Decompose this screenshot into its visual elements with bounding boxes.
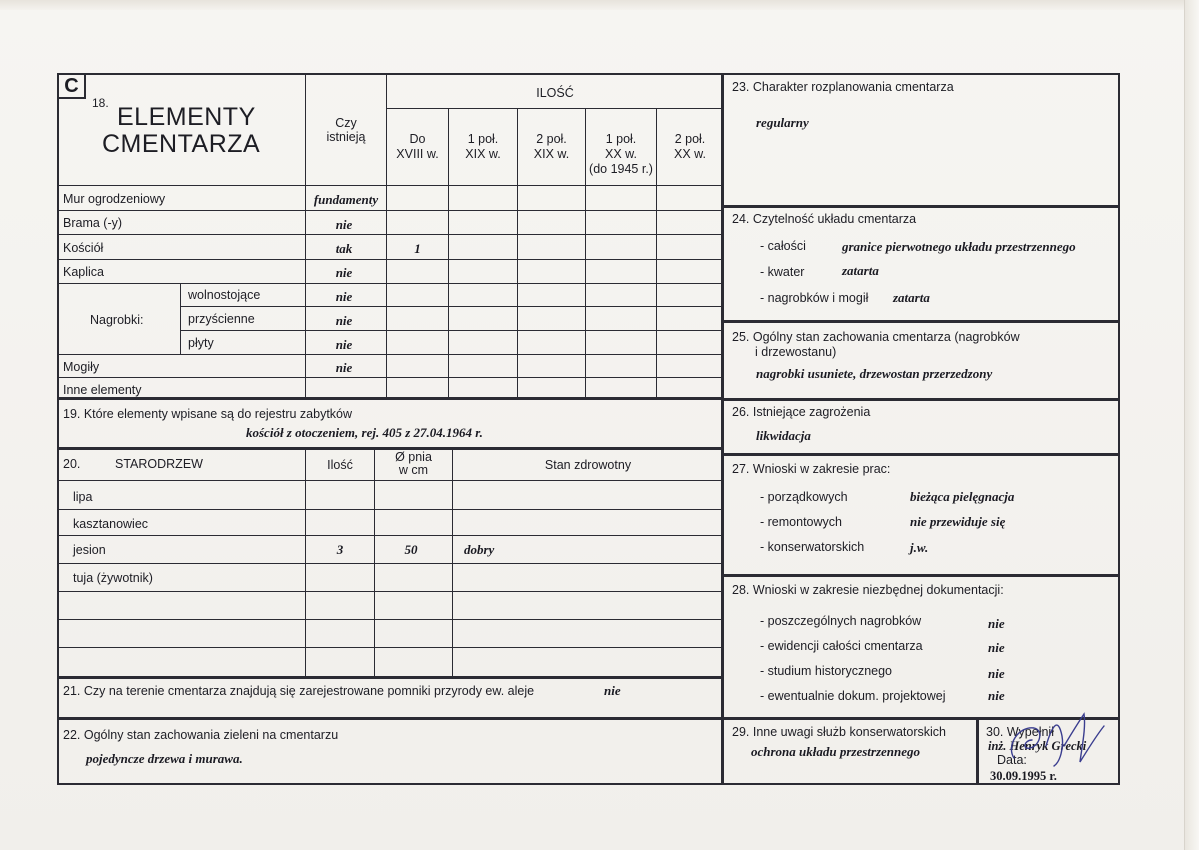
work-item-value: nie przewiduje się	[910, 514, 1006, 529]
period-header: XIX w.	[533, 147, 570, 161]
period-header: (do 1945 r.)	[589, 162, 653, 176]
legibility-item-label: - całości	[760, 239, 806, 253]
section-18-title-line1: ELEMENTY	[117, 103, 256, 131]
period-header: 2 poł.	[674, 132, 706, 146]
section-19-label: 19. Które elementy wpisane są do rejestru zabytków	[63, 407, 353, 421]
section-19-value: kościół z otoczeniem, rej. 405 z 27.04.1964 r.	[246, 425, 483, 440]
documentation-item-value: nie	[988, 616, 1005, 631]
element-row-label: przyścienne	[188, 312, 255, 326]
work-item-value: bieżąca pielęgnacja	[910, 489, 1015, 504]
element-row-label: Inne elementy	[63, 383, 142, 397]
section-21-value: nie	[604, 683, 621, 698]
section-22-label: 22. Ogólny stan zachowania zieleni na cmentarzu	[63, 728, 339, 742]
period-header: 2 poł.	[536, 132, 567, 146]
exists-value: nie	[335, 360, 353, 375]
legibility-item-value: zatarta	[842, 263, 879, 278]
exists-header-line2: istnieją	[326, 130, 366, 144]
section-26-label: 26. Istniejące zagrożenia	[732, 405, 871, 419]
section-18-number: 18.	[92, 96, 109, 110]
work-item-label: - porządkowych	[760, 490, 848, 504]
col-qty-header: Ilość	[327, 458, 353, 472]
tree-species: jesion	[73, 543, 106, 557]
legibility-item-label: - nagrobków i mogił	[760, 291, 869, 305]
exists-value: nie	[335, 265, 353, 280]
exists-value: nie	[335, 289, 353, 304]
element-row-label: Mogiły	[63, 360, 100, 374]
col-diam-header-line1: Ø pnia	[395, 450, 432, 464]
element-row-label: Brama (-y)	[63, 216, 123, 230]
grid-line	[57, 259, 723, 260]
period-header: XX w.	[605, 147, 637, 161]
documentation-item-value: nie	[988, 640, 1005, 655]
section-21-label: 21. Czy na terenie cmentarza znajdują się zarejestrowane pomniki przyrody ew. aleje	[63, 684, 535, 698]
grid-line	[57, 377, 723, 378]
section-25-label-line2: i drzewostanu)	[755, 345, 837, 359]
sheet-top-edge	[0, 0, 1199, 10]
section-30-label: 30. Wypełnił	[986, 725, 1054, 739]
grid-line	[386, 108, 723, 109]
element-row-label: Kościół	[63, 241, 104, 255]
section-24-label: 24. Czytelność układu cmentarza	[732, 212, 917, 226]
grid-line	[57, 185, 723, 186]
quantity-value: 1	[414, 241, 421, 256]
grid-line	[57, 619, 723, 620]
exists-value: fundamenty	[313, 192, 379, 207]
exists-value: nie	[335, 217, 353, 232]
filled-date: 30.09.1995 r.	[990, 769, 1057, 783]
element-row-label: płyty	[188, 336, 214, 350]
grid-line	[386, 73, 387, 400]
grid-line	[57, 591, 723, 592]
grid-line	[57, 535, 723, 536]
exists-value: nie	[335, 313, 353, 328]
element-row-label: wolnostojące	[188, 288, 261, 302]
section-18-title-line2: CMENTARZA	[102, 130, 261, 158]
nagrobki-label: Nagrobki:	[90, 313, 144, 327]
grid-line	[180, 306, 723, 307]
work-item-label: - konserwatorskich	[760, 540, 865, 554]
sheet-right-edge	[1184, 0, 1199, 850]
section-20-title: STARODRZEW	[115, 457, 203, 471]
documentation-item-label: - ewentualnie dokum. projektowej	[760, 689, 946, 703]
grid-line	[57, 210, 723, 211]
grid-line	[57, 480, 723, 481]
element-row-label: Kaplica	[63, 265, 104, 279]
grid-line	[180, 283, 181, 354]
work-item-value: j.w.	[910, 540, 929, 555]
grid-line	[57, 647, 723, 648]
exists-value: tak	[335, 241, 353, 256]
grid-line	[57, 234, 723, 235]
documentation-item-value: nie	[988, 666, 1005, 681]
col-health-header: Stan zdrowotny	[544, 458, 632, 472]
documentation-item-label: - poszczególnych nagrobków	[760, 614, 922, 628]
exists-header-line1: Czy	[335, 116, 357, 130]
grid-line	[57, 563, 723, 564]
period-header: XVIII w.	[396, 147, 439, 161]
col-diam-header-line2: w cm	[398, 463, 429, 477]
date-label: Data:	[997, 753, 1027, 767]
period-header: Do	[409, 132, 426, 146]
legibility-item-value: zatarta	[893, 290, 930, 305]
tree-species: tuja (żywotnik)	[73, 571, 153, 585]
tree-species: lipa	[73, 490, 93, 504]
tree-qty: 3	[336, 542, 344, 557]
tree-health: dobry	[464, 542, 495, 557]
documentation-item-value: nie	[988, 688, 1005, 703]
work-item-label: - remontowych	[760, 515, 842, 529]
section-23-label: 23. Charakter rozplanowania cmentarza	[732, 80, 954, 94]
section-19-frame	[57, 398, 723, 449]
signature-scribble	[1000, 706, 1110, 786]
period-header: 1 poł.	[605, 132, 637, 146]
filled-by-name: inż. Henryk Grecki	[988, 739, 1087, 753]
grid-line	[57, 354, 723, 355]
period-header: XX w.	[674, 147, 706, 161]
element-row-label: Mur ogrodzeniowy	[63, 192, 166, 206]
section-25-label-line1: 25. Ogólny stan zachowania cmentarza (nagrobków	[732, 330, 1020, 344]
tree-species: kasztanowiec	[73, 517, 149, 531]
section-26-value: likwidacja	[756, 428, 811, 443]
section-28-label: 28. Wnioski w zakresie niezbędnej dokumentacji:	[732, 583, 1004, 597]
section-20-number: 20.	[63, 457, 81, 471]
section-27-label: 27. Wnioski w zakresie prac:	[732, 462, 891, 476]
section-22-value: pojedyncze drzewa i murawa.	[86, 751, 243, 766]
documentation-item-label: - studium historycznego	[760, 664, 893, 678]
exists-value: nie	[335, 337, 353, 352]
period-header: 1 poł.	[467, 132, 499, 146]
section-letter: C	[64, 75, 79, 97]
quantity-header: ILOŚĆ	[536, 86, 574, 100]
tree-diameter: 50	[404, 542, 418, 557]
section-23-value: regularny	[756, 115, 809, 130]
section-29-value: ochrona układu przestrzennego	[751, 744, 921, 759]
grid-line	[57, 283, 723, 284]
grid-line	[57, 509, 723, 510]
grid-line	[180, 330, 723, 331]
legibility-item-value: granice pierwotnego układu przestrzennego	[842, 239, 1076, 254]
legibility-item-label: - kwater	[760, 265, 805, 279]
section-29-label: 29. Inne uwagi służb konserwatorskich	[732, 725, 947, 739]
section-25-value: nagrobki usuniete, drzewostan przerzedzony	[756, 366, 993, 381]
period-header: XIX w.	[465, 147, 501, 161]
documentation-item-label: - ewidencji całości cmentarza	[760, 639, 923, 653]
